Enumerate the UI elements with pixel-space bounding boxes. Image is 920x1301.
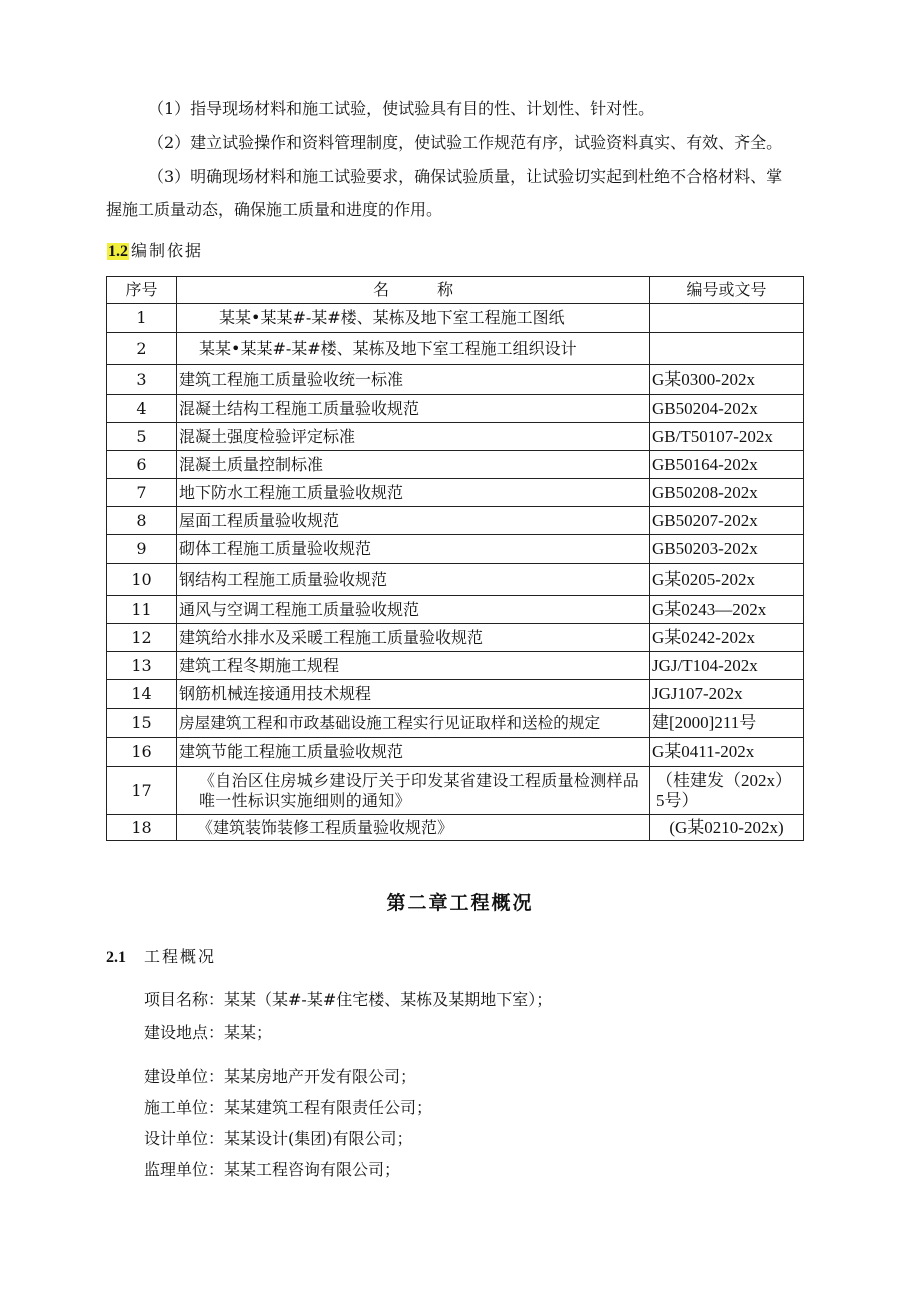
row-number: 9 (107, 535, 177, 564)
header-code: 编号或文号 (650, 277, 804, 304)
row-name: 钢筋机械连接通用技术规程 (177, 680, 650, 709)
table-row (107, 333, 804, 365)
row-code: JGJ107-202x (650, 680, 804, 709)
table-row (107, 624, 804, 652)
table-row (107, 507, 804, 535)
subsection-title: 工程概况 (144, 947, 217, 966)
row-name: 屋面工程质量验收规范 (177, 507, 650, 535)
row-code: G某0300-202x (650, 365, 804, 395)
row-code (650, 304, 804, 333)
row-name: 钢结构工程施工质量验收规范 (177, 564, 650, 596)
section-title: 编制依据 (131, 241, 204, 260)
row-code: GB50204-202x (650, 395, 804, 423)
row-code (650, 333, 804, 365)
row-number: 1 (107, 304, 177, 333)
row-code: （桂建发（202x）5号） (650, 767, 804, 815)
table-row (107, 680, 804, 709)
table-row (107, 479, 804, 507)
row-number: 3 (107, 365, 177, 395)
row-code: GB50208-202x (650, 479, 804, 507)
row-number: 8 (107, 507, 177, 535)
row-number: 17 (107, 767, 177, 815)
intro-item-1: （1）指导现场材料和施工试验，使试验具有目的性、计划性、针对性。 (148, 99, 655, 118)
row-code: 建[2000]211号 (650, 709, 804, 738)
overview-value: 某某房地产开发有限公司； (224, 1067, 417, 1086)
row-name: 混凝土强度检验评定标准 (177, 423, 650, 451)
row-number: 2 (107, 333, 177, 365)
row-name: 某某•某某#-某#楼、某栋及地下室工程施工图纸 (177, 304, 650, 333)
row-number: 15 (107, 709, 177, 738)
row-name: 混凝土质量控制标准 (177, 451, 650, 479)
row-code: G某0243—202x (650, 596, 804, 624)
overview-value: 某某建筑工程有限责任公司； (224, 1098, 433, 1117)
table-row (107, 709, 804, 738)
row-number: 13 (107, 652, 177, 680)
overview-value: 某某； (224, 1023, 273, 1042)
row-name: 建筑给水排水及采暖工程施工质量验收规范 (177, 624, 650, 652)
subsection-heading (106, 944, 216, 967)
overview-value: 某某工程咨询有限公司； (224, 1160, 401, 1179)
row-number: 11 (107, 596, 177, 624)
row-code: GB/T50107-202x (650, 423, 804, 451)
row-name: 砌体工程施工质量验收规范 (177, 535, 650, 564)
overview-label: 监理单位： (144, 1160, 225, 1179)
header-name: 名 称 (177, 277, 650, 304)
row-number: 6 (107, 451, 177, 479)
table-row (107, 365, 804, 395)
row-number: 16 (107, 738, 177, 767)
row-code: GB50164-202x (650, 451, 804, 479)
table-row (107, 596, 804, 624)
overview-label: 建设单位： (144, 1067, 225, 1086)
row-number: 18 (107, 815, 177, 841)
row-number: 12 (107, 624, 177, 652)
table-row (107, 652, 804, 680)
overview-site (144, 1023, 272, 1043)
section-number: 1.2 (108, 243, 128, 260)
row-number: 14 (107, 680, 177, 709)
table-row (107, 535, 804, 564)
overview-value: 某某设计(集团)有限公司； (224, 1129, 413, 1148)
table-row (107, 451, 804, 479)
table-row (107, 564, 804, 596)
table-row (107, 815, 804, 841)
row-name: 建筑工程冬期施工规程 (177, 652, 650, 680)
overview-contractor (144, 1098, 432, 1118)
table-header-row (107, 277, 804, 304)
chapter-title: 第二章工程概况 (386, 892, 534, 914)
intro-item-3-cont: 握施工质量动态，确保施工质量和进度的作用。 (106, 200, 443, 219)
row-name: 《自治区住房城乡建设厅关于印发某省建设工程质量检测样品唯一性标识实施细则的通知》 (177, 767, 650, 815)
table-row (107, 767, 804, 815)
overview-supervisor (144, 1160, 400, 1180)
row-name: 某某•某某#-某#楼、某栋及地下室工程施工组织设计 (177, 333, 650, 365)
row-name: 混凝土结构工程施工质量验收规范 (177, 395, 650, 423)
row-name: 房屋建筑工程和市政基础设施工程实行见证取样和送检的规定 (177, 709, 650, 738)
intro-item-3: （3）明确现场材料和施工试验要求，确保试验质量，让试验切实起到杜绝不合格材料、掌 (148, 167, 783, 186)
row-name: 建筑工程施工质量验收统一标准 (177, 365, 650, 395)
row-code: (G某0210-202x) (650, 815, 804, 841)
overview-owner (144, 1067, 416, 1087)
row-code: G某0205-202x (650, 564, 804, 596)
header-no: 序号 (107, 277, 177, 304)
table-row (107, 395, 804, 423)
section-heading (107, 240, 203, 262)
overview-label: 施工单位： (144, 1098, 225, 1117)
table-row (107, 304, 804, 333)
table-row (107, 423, 804, 451)
intro-item-2: （2）建立试验操作和资料管理制度，使试验工作规范有序，试验资料真实、有效、齐全。 (148, 133, 783, 152)
row-number: 5 (107, 423, 177, 451)
subsection-number: 2.1 (106, 949, 126, 966)
overview-designer (144, 1129, 413, 1149)
table-row (107, 738, 804, 767)
row-name: 通风与空调工程施工质量验收规范 (177, 596, 650, 624)
row-name: 地下防水工程施工质量验收规范 (177, 479, 650, 507)
row-code: GB50203-202x (650, 535, 804, 564)
overview-project (144, 990, 552, 1010)
row-code: G某0411-202x (650, 738, 804, 767)
row-name: 建筑节能工程施工质量验收规范 (177, 738, 650, 767)
row-code: G某0242-202x (650, 624, 804, 652)
row-code: JGJ/T104-202x (650, 652, 804, 680)
row-code: GB50207-202x (650, 507, 804, 535)
overview-label: 建设地点： (144, 1023, 225, 1042)
row-number: 7 (107, 479, 177, 507)
overview-label: 设计单位： (144, 1129, 225, 1148)
basis-table (106, 276, 804, 841)
row-number: 10 (107, 564, 177, 596)
row-name: 《建筑装饰装修工程质量验收规范》 (177, 815, 650, 841)
row-number: 4 (107, 395, 177, 423)
overview-label: 项目名称： (144, 990, 225, 1009)
overview-value: 某某（某#-某#住宅楼、某栋及某期地下室）； (224, 990, 553, 1009)
